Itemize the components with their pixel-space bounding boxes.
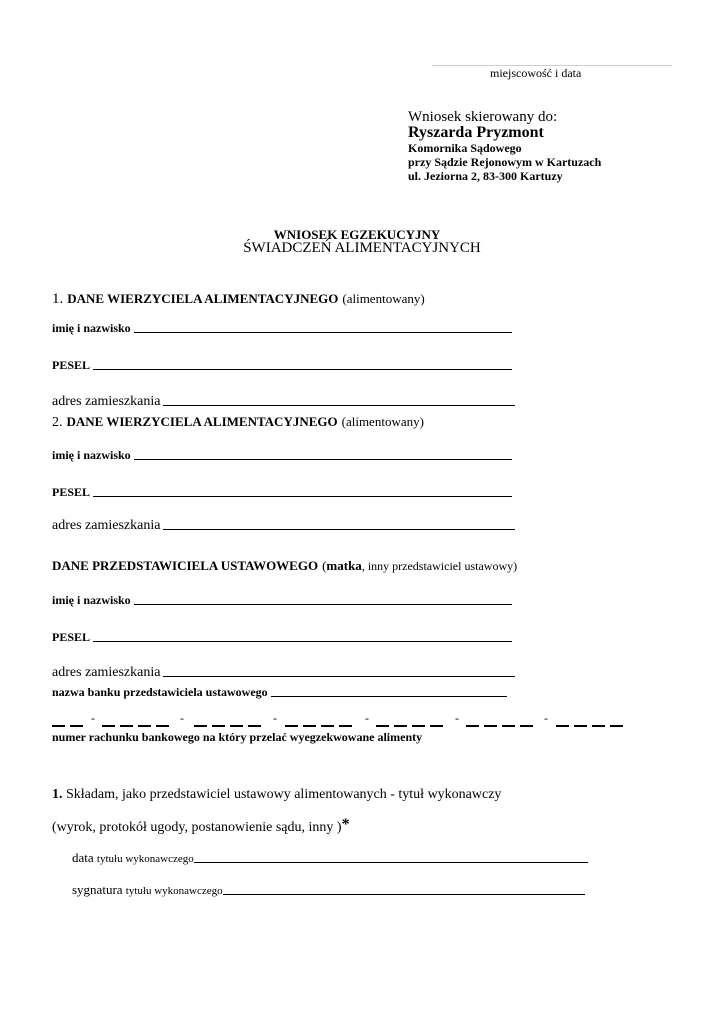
account-separator: - <box>365 711 369 725</box>
section2-name-label: imię i nazwisko <box>52 448 131 462</box>
account-digit[interactable] <box>156 725 169 727</box>
account-digit[interactable] <box>592 725 605 727</box>
court-name: przy Sądzie Rejonowym w Kartuzach <box>408 155 602 169</box>
section1-pesel-field[interactable] <box>93 369 512 370</box>
account-digit[interactable] <box>138 725 151 727</box>
section3-address-field[interactable] <box>163 676 515 677</box>
section3-title: DANE PRZEDSTAWICIELA USTAWOWEGO <box>52 558 319 573</box>
section1-name-field[interactable] <box>134 332 512 333</box>
account-digit[interactable] <box>412 725 425 727</box>
section2-name-field[interactable] <box>134 459 512 460</box>
account-digit[interactable] <box>430 725 443 727</box>
section1-name-row <box>52 321 512 336</box>
section3-note-rest: , inny przedstawiciel ustawowy) <box>361 559 518 573</box>
section3-name-row <box>52 593 512 608</box>
section1-note: (alimentowany) <box>342 291 425 306</box>
section3-bank-label: nazwa banku przedstawiciela ustawowego <box>52 685 268 699</box>
title-signature-row <box>72 882 585 898</box>
account-digit[interactable] <box>376 725 389 727</box>
section2-pesel-field[interactable] <box>93 496 512 497</box>
declaration-number: 1. <box>52 787 63 802</box>
section1-name-label: imię i nazwisko <box>52 321 131 335</box>
section3-address-row <box>52 665 515 681</box>
account-separator: - <box>273 711 277 725</box>
bailiff-title: Komornika Sądowego <box>408 141 522 155</box>
account-digit[interactable] <box>230 725 243 727</box>
addressed-to-label: Wniosek skierowany do: <box>408 109 558 125</box>
section1-title: DANE WIERZYCIELA ALIMENTACYJNEGO <box>67 291 339 306</box>
account-digit[interactable] <box>484 725 497 727</box>
section2-pesel-row <box>52 485 512 500</box>
declaration-text: Składam, jako przedstawiciel ustawowy alimentowanych - tytuł wykonawczy <box>66 787 502 802</box>
section3-address-label: adres zamieszkania <box>52 665 161 680</box>
place-date-label: miejscowość i data <box>490 66 582 80</box>
account-digit[interactable] <box>520 725 533 727</box>
account-digit[interactable] <box>102 725 115 727</box>
title-date-label-main: data <box>72 850 97 865</box>
account-digit[interactable] <box>194 725 207 727</box>
section3-name-label: imię i nazwisko <box>52 593 131 607</box>
section2-address-field[interactable] <box>163 529 515 530</box>
account-separator: - <box>544 711 548 725</box>
section3-pesel-field[interactable] <box>93 641 512 642</box>
section2-heading <box>52 413 424 431</box>
section2-number: 2. <box>52 415 63 430</box>
section1-address-field[interactable] <box>163 405 515 406</box>
account-separator: - <box>455 711 459 725</box>
section1-address-row <box>52 394 515 410</box>
section2-address-label: adres zamieszkania <box>52 518 161 533</box>
title-signature-label-main: sygnatura <box>72 882 126 897</box>
section2-title: DANE WIERZYCIELA ALIMENTACYJNEGO <box>66 414 338 429</box>
account-digit[interactable] <box>574 725 587 727</box>
account-digit[interactable] <box>394 725 407 727</box>
section3-note-bold: matka <box>326 558 362 573</box>
account-digit[interactable] <box>285 725 298 727</box>
section1-pesel-row <box>52 358 512 373</box>
account-digit[interactable] <box>212 725 225 727</box>
account-separator: - <box>180 711 184 725</box>
section3-bank-field[interactable] <box>271 696 507 697</box>
account-digit[interactable] <box>339 725 352 727</box>
account-digit[interactable] <box>556 725 569 727</box>
account-digit[interactable] <box>610 725 623 727</box>
section3-bank-row <box>52 685 507 700</box>
document-title-line2: ŚWIADCZEŃ ALIMENTACYJNYCH <box>243 240 481 256</box>
account-digit[interactable] <box>303 725 316 727</box>
account-digit[interactable] <box>248 725 261 727</box>
account-digit[interactable] <box>52 725 65 727</box>
account-digit[interactable] <box>120 725 133 727</box>
section3-note-open: ( <box>322 558 327 573</box>
section2-name-row <box>52 448 512 463</box>
title-date-field[interactable] <box>194 862 588 863</box>
section3-pesel-label: PESEL <box>52 630 91 644</box>
account-digit[interactable] <box>502 725 515 727</box>
section3-heading <box>52 557 517 575</box>
account-separator: - <box>91 711 95 725</box>
section1-heading <box>52 290 425 308</box>
account-number-field[interactable] <box>52 712 632 728</box>
account-digit[interactable] <box>466 725 479 727</box>
title-types: (wyrok, protokół ugody, postanowienie sądu, inny ) <box>52 820 342 835</box>
title-types-line <box>52 818 350 836</box>
section1-number: 1. <box>52 291 64 307</box>
declaration-line <box>52 787 501 803</box>
court-address: ul. Jeziorna 2, 83-300 Kartuzy <box>408 169 563 183</box>
account-number-label: numer rachunku bankowego na który przelać wyegzekwowane alimenty <box>52 730 423 744</box>
section2-address-row <box>52 518 515 534</box>
section3-name-field[interactable] <box>134 604 512 605</box>
section3-pesel-row <box>52 630 512 645</box>
account-digit[interactable] <box>321 725 334 727</box>
title-date-label-small: tytułu wykonawczego <box>96 853 194 865</box>
title-date-row <box>72 850 588 866</box>
title-signature-label-small: tytułu wykonawczego <box>125 885 223 897</box>
document-title-line1: WNIOSEK EGZEKUCYJNY <box>273 227 441 242</box>
title-signature-field[interactable] <box>223 894 585 895</box>
section2-pesel-label: PESEL <box>52 485 91 499</box>
bailiff-name: Ryszarda Pryzmont <box>408 124 544 141</box>
section2-note: (alimentowany) <box>341 414 424 429</box>
section1-pesel-label: PESEL <box>52 358 91 372</box>
account-digit[interactable] <box>70 725 83 727</box>
footnote-asterisk: * <box>341 816 350 833</box>
section1-address-label: adres zamieszkania <box>52 394 161 409</box>
